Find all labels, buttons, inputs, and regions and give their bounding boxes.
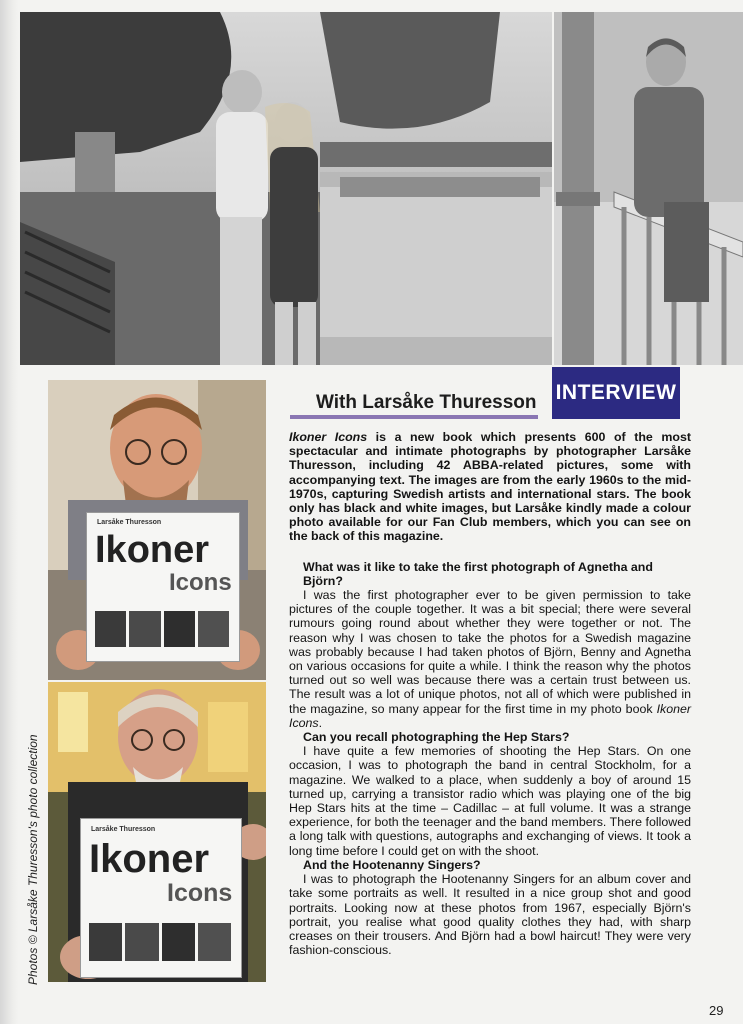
book-author: Larsåke Thuresson [97,519,162,526]
book-title-line2-2: Icons [167,879,233,907]
photo-benny-holding-book [48,682,266,982]
article-header [290,367,690,419]
article-intro [289,430,691,544]
answer-1-text: I was the first photographer ever to be given permission to take pictures of the couple together. It was a bit special; there were several rumours going round about whether they were together or not. The reason why I was chosen to take the photos for a Swedish magazine was probably because I had taken photos of Björn, Benny and Agnetha on various occasions for quite a while. I think the reason why the photos turned out so well was because there was a certain trust between us. The result was a lot of unique photos, not all of which were published in the magazine, so many appear for the first time in my photo book [289,588,691,716]
article-body [289,430,691,957]
article-title: With Larsåke Thuresson [316,392,537,413]
photo-bjorn-holding-book [48,380,266,680]
book-cover [86,512,240,662]
question-1: What was it like to take the first photograph of Agnetha and Björn? [303,559,653,588]
book-cover-faces [95,611,229,647]
photo-couple-by-river [20,12,552,365]
answer-2: I have quite a few memories of shooting the Hep Stars. On one occasion, I was to photograph the band in central Stockholm, for a magazine. We walked to a place, when suddenly a boy of around 15 turned up, carrying a transistor radio which was playing one of the big Hep Stars hits at the time – Cadillac – at full volume. It was a strange experience, for both the teenager and the band members. There followed a long talk with questions, autographs and exchanging of views. It took a long time before I could get on with the shoot. [289,744,691,858]
photo-credit: Photos © Larsåke Thuresson's photo collection [26,734,40,985]
book-cover-2 [80,818,242,978]
intro-text: is a new book which presents 600 of the most spectacular and intimate photographs by photographer Larsåke Thuresson, including 42 ABBA-related pictures, some with accompanying text. The images are from the early 1960s to the mid-1970s, capturing Swedish artists and international stars. The book only has black and white images, but Larsåke kindly made a colour photo available for our Fan Club members, which you can see on the back of this magazine. [289,430,691,544]
answer-3: I was to photograph the Hootenanny Singers for an album cover and take some portraits as well. It resulted in a nice group shot and good portraits. Looking now at these photos from 1967, especially Björn's portrait, you realise what good quality clothes they had, with sharp creases on their trousers. And Björn had a bowl haircut! They were very fashion-conscious. [289,872,691,958]
question-3: And the Hootenanny Singers? [303,857,481,872]
answer-1-book: Ikoner Icons [289,701,691,730]
book-title-line2: Icons [169,569,232,596]
title-underline [290,415,538,419]
page-number: 29 [709,1003,724,1018]
photo-bjorn-on-railing [554,12,743,365]
book-title-line1-2: Ikoner [89,837,210,881]
intro-book-title: Ikoner Icons [289,430,368,444]
book-author-2: Larsåke Thuresson [91,826,156,833]
page-binding-edge [0,0,18,1024]
book-cover-faces-2 [89,923,231,961]
question-2: Can you recall photographing the Hep Stars? [303,730,570,745]
interview-badge: INTERVIEW [552,367,680,419]
answer-1 [289,588,691,730]
book-title-line1: Ikoner [95,529,210,571]
answer-1-end: . [318,715,323,730]
